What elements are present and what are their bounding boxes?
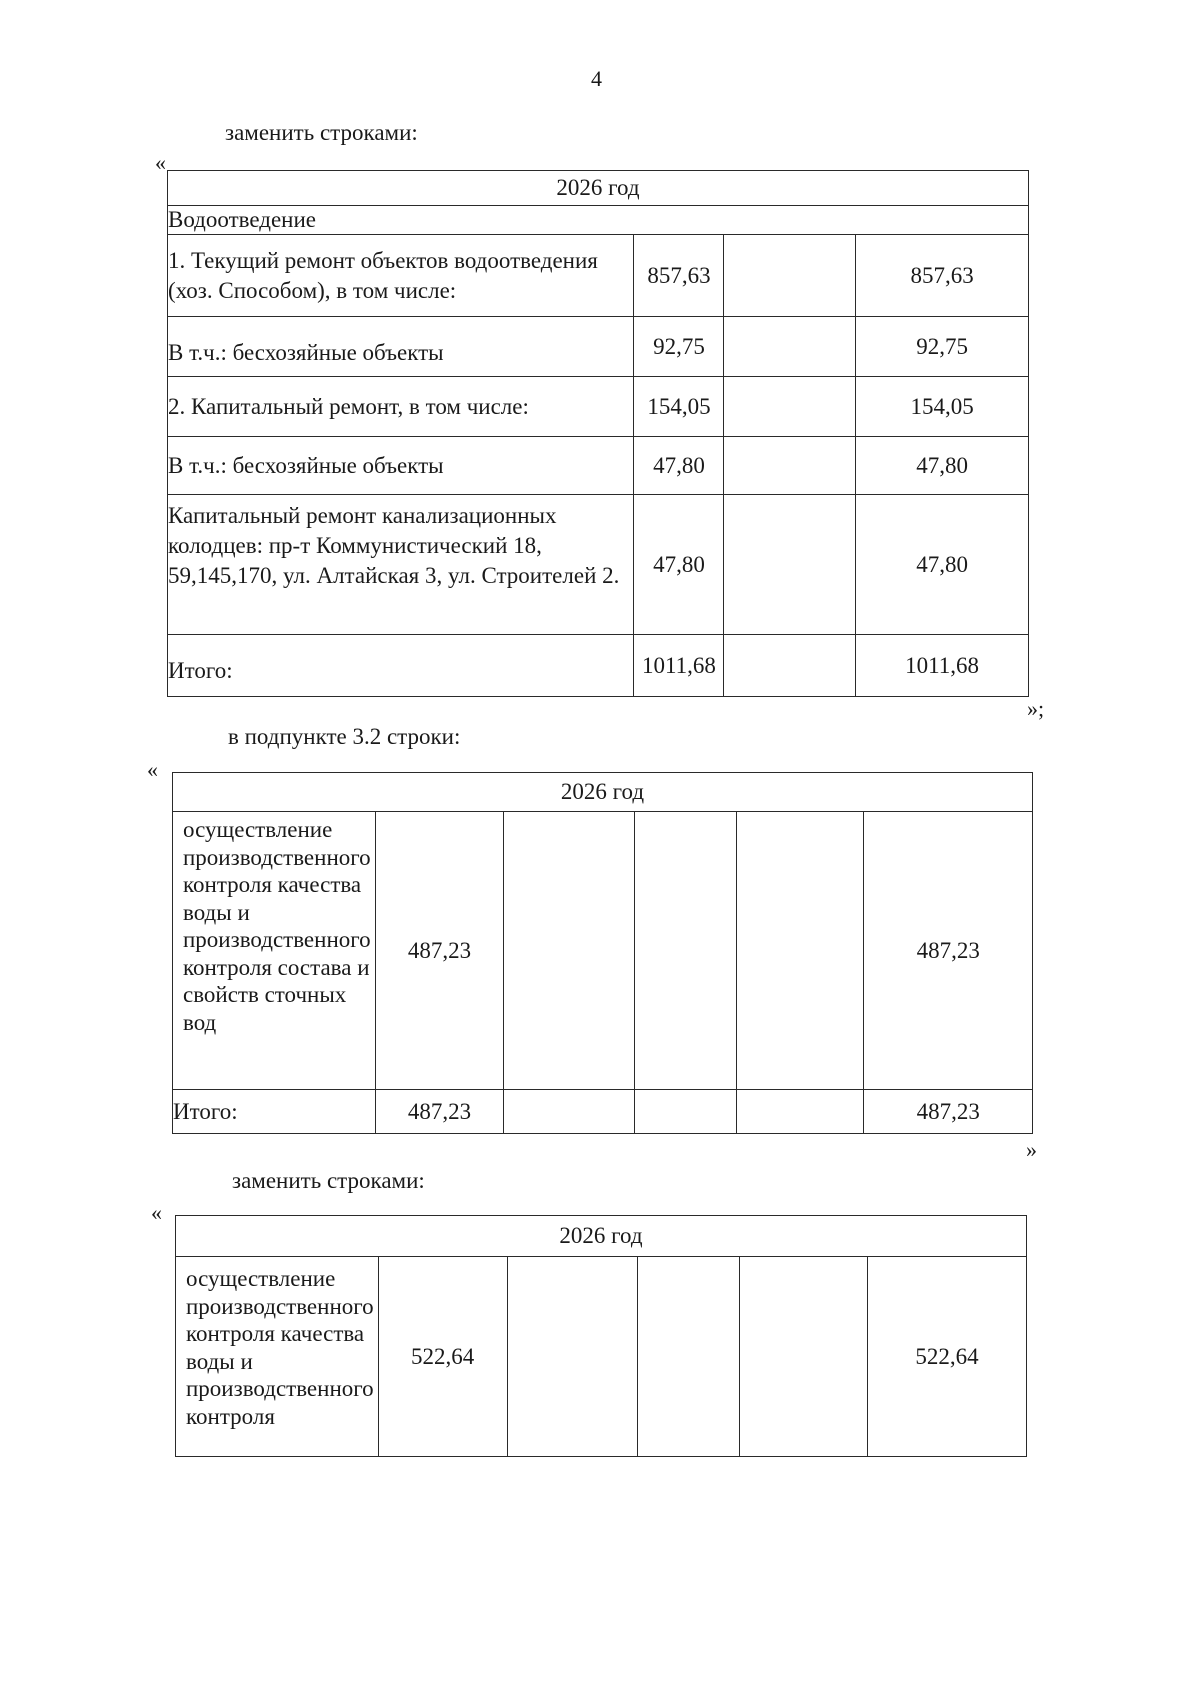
row-empty-cell <box>504 1090 635 1134</box>
row-empty-cell <box>736 1090 864 1134</box>
row-label: 1. Текущий ремонт объектов водоотведения (хоз. Способом), в том числе: <box>168 235 634 317</box>
table3-year-header: 2026 год <box>176 1216 1027 1257</box>
table-row <box>176 1257 1027 1457</box>
close-quote-1: »; <box>1027 696 1045 721</box>
row-value: 857,63 <box>634 235 724 317</box>
row-label: Капитальный ремонт канализационных колодцев: пр-т Коммунистический 18, 59,145,170, ул. Алтайская 3, ул. Строителей 2. <box>168 495 634 635</box>
table2-year-header: 2026 год <box>173 773 1033 812</box>
row-empty-cell <box>504 812 635 1090</box>
row-total: 857,63 <box>856 235 1029 317</box>
table-control-new <box>175 1215 1027 1457</box>
row-value: 47,80 <box>634 437 724 495</box>
open-quote-1: « <box>155 150 166 175</box>
row-label: осуществление производственного контроля качества воды и производственного контроля состава и свойств сточных вод <box>173 812 376 1090</box>
row-label: В т.ч.: бесхозяйные объекты <box>168 317 634 377</box>
row-empty-cell <box>635 1090 737 1134</box>
row-total: 47,80 <box>856 495 1029 635</box>
table-row <box>168 495 1029 635</box>
table-row <box>173 1090 1033 1134</box>
row-total: 92,75 <box>856 317 1029 377</box>
row-empty-cell <box>736 812 864 1090</box>
table-control-old <box>172 772 1033 1134</box>
open-quote-2: « <box>147 757 158 782</box>
row-total: 47,80 <box>856 437 1029 495</box>
row-empty-cell <box>635 812 737 1090</box>
row-empty-cell <box>724 377 856 437</box>
total-sum: 1011,68 <box>856 635 1029 697</box>
instruction-replace-2: заменить строками: <box>232 1168 425 1193</box>
total-label: Итого: <box>168 635 634 697</box>
row-empty-cell <box>724 235 856 317</box>
row-empty-cell <box>724 317 856 377</box>
row-value: 522,64 <box>378 1257 507 1457</box>
table-row <box>168 437 1029 495</box>
row-total: 154,05 <box>856 377 1029 437</box>
table1-year-header: 2026 год <box>168 171 1029 206</box>
table-wastewater-2026 <box>167 170 1029 697</box>
total-sum: 487,23 <box>864 1090 1033 1134</box>
row-total: 522,64 <box>868 1257 1027 1457</box>
row-value: 47,80 <box>634 495 724 635</box>
row-empty-cell <box>724 495 856 635</box>
table-row <box>168 635 1029 697</box>
open-quote-3: « <box>151 1200 162 1225</box>
instruction-replace-1: заменить строками: <box>225 120 418 145</box>
row-total: 487,23 <box>864 812 1033 1090</box>
row-label: В т.ч.: бесхозяйные объекты <box>168 437 634 495</box>
row-value: 92,75 <box>634 317 724 377</box>
table-row <box>168 377 1029 437</box>
row-empty-cell <box>724 437 856 495</box>
total-value: 487,23 <box>375 1090 504 1134</box>
row-value: 154,05 <box>634 377 724 437</box>
table-row <box>168 235 1029 317</box>
row-label: осуществление производственного контроля качества воды и производственного контроля <box>176 1257 379 1457</box>
table-row <box>173 812 1033 1090</box>
total-label: Итого: <box>173 1090 376 1134</box>
table1-section-header: Водоотведение <box>168 206 1029 235</box>
row-value: 487,23 <box>375 812 504 1090</box>
row-empty-cell <box>638 1257 740 1457</box>
instruction-subparagraph: в подпункте 3.2 строки: <box>228 724 461 749</box>
total-value: 1011,68 <box>634 635 724 697</box>
close-quote-2: » <box>1026 1137 1037 1162</box>
row-empty-cell <box>507 1257 638 1457</box>
table-row <box>168 317 1029 377</box>
row-empty-cell <box>724 635 856 697</box>
row-empty-cell <box>740 1257 868 1457</box>
page-number: 4 <box>591 66 602 91</box>
row-label: 2. Капитальный ремонт, в том числе: <box>168 377 634 437</box>
